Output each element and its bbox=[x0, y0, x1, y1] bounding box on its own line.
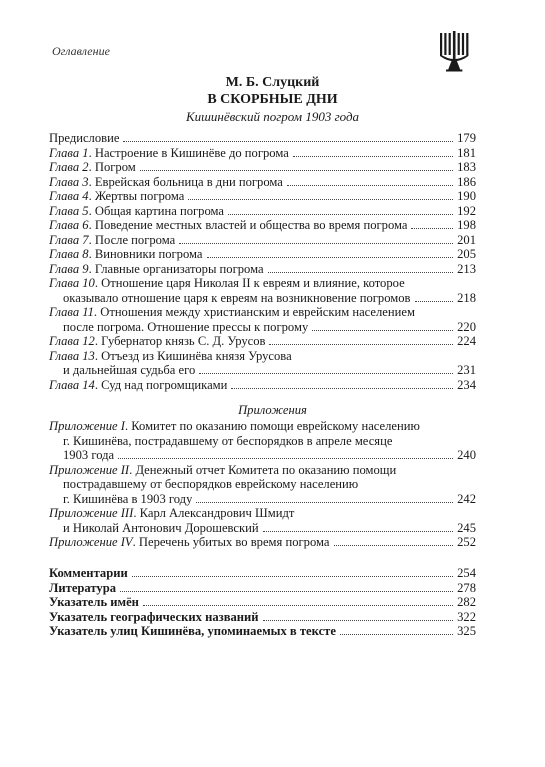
toc-back-matter bbox=[49, 566, 476, 639]
toc-entry-chapter-6[interactable]: Глава 6. Поведение местных властей и общества во время погрома 198 bbox=[49, 218, 476, 232]
page-number: 240 bbox=[457, 448, 476, 462]
toc-entry-chapter-13[interactable]: Глава 13. Отъезд из Кишинёва князя Урусова и дальнейшая судьба его 231 bbox=[49, 348, 476, 377]
toc-entry-chapter-1[interactable]: Глава 1. Настроение в Кишинёве до погрома 181 bbox=[49, 145, 476, 160]
dot-leader bbox=[411, 228, 453, 229]
page-number: 205 bbox=[457, 247, 476, 261]
dot-leader bbox=[140, 170, 453, 171]
dot-leader bbox=[132, 576, 453, 577]
toc-entry-appendix-4[interactable]: Приложение IV. Перечень убитых во время погрома 252 bbox=[49, 535, 476, 549]
toc-entry-appendix-2[interactable]: Приложение II. Денежный отчет Комитета по оказанию помощи пострадавшему от беспорядков еврейскому населению г. Кишинёва в 1903 году 242 bbox=[49, 462, 476, 506]
running-title: Оглавление bbox=[52, 44, 110, 58]
page-number: 254 bbox=[457, 566, 476, 580]
dot-leader bbox=[188, 199, 453, 200]
page-number: 245 bbox=[457, 520, 476, 535]
toc-chapters bbox=[49, 131, 476, 392]
page-number: 322 bbox=[457, 609, 476, 624]
dot-leader bbox=[207, 257, 454, 258]
toc-entry-appendix-3[interactable]: Приложение III. Карл Александрович Шмидт и Николай Антонович Дорошевский 245 bbox=[49, 506, 476, 535]
dot-leader bbox=[334, 545, 454, 546]
toc-entry-chapter-10[interactable]: Глава 10. Отношение царя Николая II к евреям и влияние, которое оказывало отношение царя к евреям на возникновение погромов 218 bbox=[49, 276, 476, 305]
toc-entry-chapter-3[interactable]: Глава 3. Еврейская больница в дни погрома 186 bbox=[49, 174, 476, 189]
book-title: В СКОРБНЫЕ ДНИ bbox=[207, 92, 338, 107]
page-number: 218 bbox=[457, 290, 476, 305]
toc-entry-comments[interactable]: Комментарии 254 bbox=[49, 566, 476, 580]
dot-leader bbox=[287, 185, 453, 186]
toc-entry-street-index[interactable]: Указатель улиц Кишинёва, упоминаемых в тексте 325 bbox=[49, 624, 476, 638]
dot-leader bbox=[415, 301, 454, 302]
page-number: 224 bbox=[457, 334, 476, 348]
dot-leader bbox=[293, 156, 453, 157]
page-number: 179 bbox=[457, 131, 476, 145]
toc-entry-chapter-4[interactable]: Глава 4. Жертвы погрома 190 bbox=[49, 189, 476, 203]
page-number: 183 bbox=[457, 160, 476, 174]
page-number: 201 bbox=[457, 232, 476, 247]
dot-leader bbox=[143, 605, 453, 606]
toc-entry-chapter-12[interactable]: Глава 12. Губернатор князь С. Д. Урусов 224 bbox=[49, 334, 476, 348]
page-number: 198 bbox=[457, 218, 476, 232]
dot-leader bbox=[312, 330, 453, 331]
dot-leader bbox=[228, 214, 453, 215]
dot-leader bbox=[199, 373, 453, 374]
page-number: 325 bbox=[457, 624, 476, 638]
dot-leader bbox=[179, 243, 453, 244]
page-number: 231 bbox=[457, 363, 476, 377]
dot-leader bbox=[269, 344, 453, 345]
page-number: 181 bbox=[457, 145, 476, 160]
title-block bbox=[0, 74, 545, 126]
page-number: 213 bbox=[457, 261, 476, 276]
page-number: 190 bbox=[457, 189, 476, 203]
dot-leader bbox=[118, 458, 453, 459]
dot-leader bbox=[340, 634, 453, 635]
toc-entry-appendix-1[interactable]: Приложение I. Комитет по оказанию помощи еврейскому населению г. Кишинёва, пострадавшему от беспорядков в апреле месяце 1903 года 240 bbox=[49, 419, 476, 462]
page-number: 282 bbox=[457, 595, 476, 609]
dot-leader bbox=[123, 141, 453, 142]
menorah-icon bbox=[437, 30, 473, 72]
appendices-heading: Приложения bbox=[238, 403, 307, 417]
toc-entry-geo-index[interactable]: Указатель географических названий 322 bbox=[49, 609, 476, 624]
toc-entry-chapter-9[interactable]: Глава 9. Главные организаторы погрома 213 bbox=[49, 261, 476, 276]
dot-leader bbox=[263, 620, 454, 621]
toc-appendices bbox=[49, 419, 476, 550]
toc-entry-chapter-7[interactable]: Глава 7. После погрома 201 bbox=[49, 232, 476, 247]
toc-entry-literature[interactable]: Литература 278 bbox=[49, 580, 476, 595]
toc-entry-preface[interactable]: Предисловие 179 bbox=[49, 131, 476, 145]
page-number: 234 bbox=[457, 377, 476, 392]
page-number: 220 bbox=[457, 319, 476, 334]
dot-leader bbox=[196, 502, 453, 503]
dot-leader bbox=[120, 591, 453, 592]
page-number: 242 bbox=[457, 491, 476, 506]
book-subtitle: Кишинёвский погром 1903 года bbox=[185, 109, 360, 124]
page-number: 252 bbox=[457, 535, 476, 549]
toc-entry-chapter-11[interactable]: Глава 11. Отношения между христианским и еврейским населением после погрома. Отношение прессы к погрому 220 bbox=[49, 305, 476, 334]
toc-entry-chapter-14[interactable]: Глава 14. Суд над погромщиками 234 bbox=[49, 377, 476, 392]
dot-leader bbox=[231, 388, 453, 389]
toc-entry-chapter-8[interactable]: Глава 8. Виновники погрома 205 bbox=[49, 247, 476, 261]
toc-entry-chapter-2[interactable]: Глава 2. Погром 183 bbox=[49, 160, 476, 174]
author: М. Б. Слуцкий bbox=[225, 75, 320, 90]
page-number: 278 bbox=[457, 580, 476, 595]
toc-entry-name-index[interactable]: Указатель имён 282 bbox=[49, 595, 476, 609]
page-number: 186 bbox=[457, 174, 476, 189]
dot-leader bbox=[263, 531, 454, 532]
toc-entry-chapter-5[interactable]: Глава 5. Общая картина погрома 192 bbox=[49, 203, 476, 218]
dot-leader bbox=[268, 272, 454, 273]
page-number: 192 bbox=[457, 203, 476, 218]
